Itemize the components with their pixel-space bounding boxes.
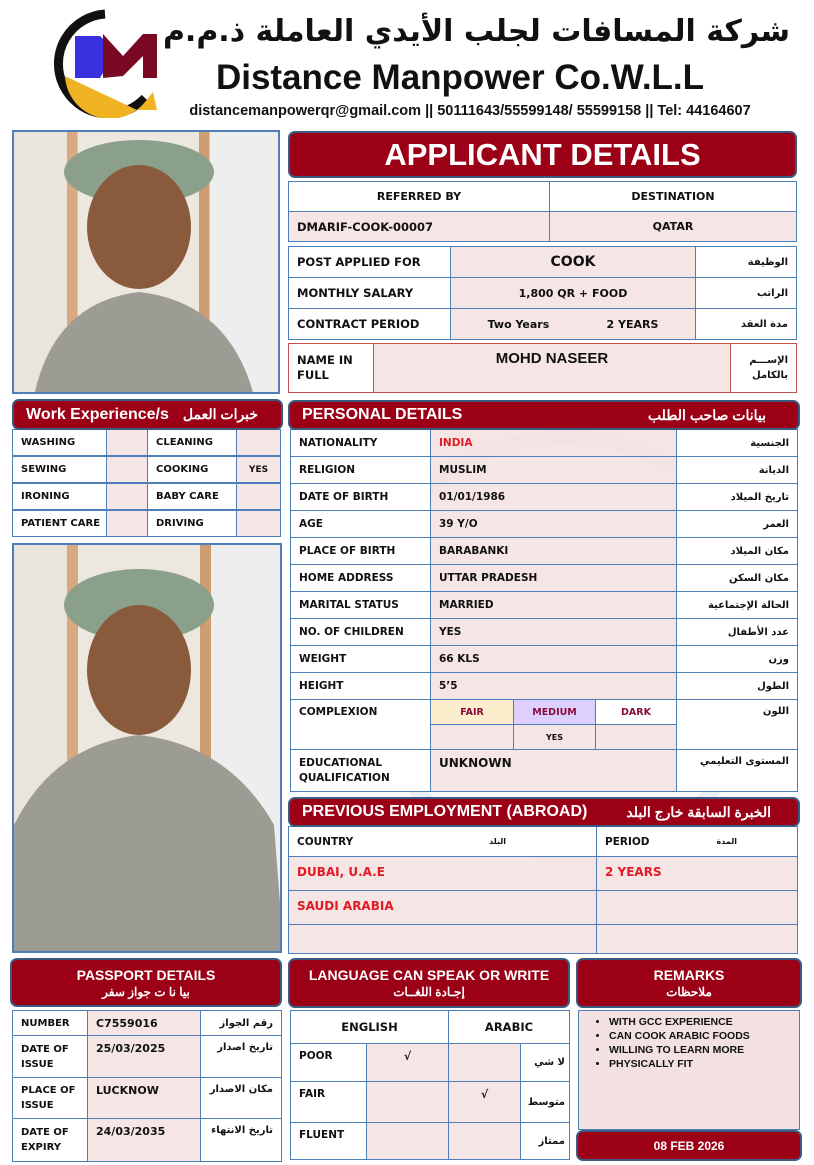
personal-row-value <box>430 456 677 484</box>
personal-row-label-text: NO. OF CHILDREN <box>299 626 404 638</box>
personal-row-label-text: WEIGHT <box>299 653 347 665</box>
personal-row-label-ar-text: الحالة الإجتماعية <box>707 599 789 611</box>
passport-row-label-ar-text: مكان الاصدار <box>209 1084 273 1095</box>
work-item-label-text: PATIENT CARE <box>21 518 101 529</box>
previous-employment-title-ar: الخبرة السابقة خارج البلد <box>626 803 771 820</box>
applicant-full-photo <box>12 543 282 953</box>
language-col-arabic-text: ARABIC <box>484 1020 534 1034</box>
country-label-text: COUNTRY <box>297 835 354 848</box>
language-col-arabic <box>448 1010 570 1044</box>
language-row-label-ar-text: ممتاز <box>538 1135 565 1147</box>
language-arabic-mark <box>448 1043 521 1082</box>
applicant-photo <box>12 130 280 394</box>
passport-row-label-ar <box>200 1077 282 1119</box>
personal-row-label <box>290 672 431 700</box>
language-english-mark-text: √ <box>403 1050 412 1063</box>
company-logo <box>45 6 163 118</box>
personal-details-header <box>288 400 800 430</box>
complexion-label-ar-text: اللون <box>762 706 789 717</box>
salary-label-ar-text: الراتب <box>756 287 788 299</box>
personal-row-label-ar <box>676 456 798 484</box>
remark-item: • CAN COOK ARABIC FOODS <box>609 1029 791 1043</box>
language-english-mark <box>366 1043 449 1082</box>
language-col-english <box>290 1010 449 1044</box>
complexion-option-text: FAIR <box>460 706 484 718</box>
personal-row-label-ar-text: الديانة <box>758 464 789 476</box>
personal-row-label-ar-text: مكان الميلاد <box>730 545 789 557</box>
referred-by-value-text: DMARIF-COOK-00007 <box>297 219 433 234</box>
personal-row-label <box>290 591 431 619</box>
work-item-value <box>236 483 281 510</box>
period-label-text: PERIOD <box>605 835 650 848</box>
applicant-details-title: APPLICANT DETAILS <box>384 136 701 172</box>
language-row-label-text: FLUENT <box>299 1129 345 1141</box>
passport-row-value <box>87 1077 201 1119</box>
work-item-label <box>147 429 237 456</box>
personal-row-label <box>290 537 431 565</box>
personal-row-value <box>430 672 677 700</box>
passport-row-label-ar-text: تاريخ الانتهاء <box>211 1125 273 1136</box>
passport-details-title-ar: بيا نا ت جواز سفر <box>102 984 190 999</box>
work-item-value <box>106 483 148 510</box>
work-item-label-text: DRIVING <box>156 518 204 529</box>
personal-row-label <box>290 645 431 673</box>
personal-row-value-text: 5’5 <box>439 680 458 692</box>
work-item-value <box>236 429 281 456</box>
language-row-label-ar-text: متوسط <box>527 1096 565 1108</box>
personal-row-value <box>430 645 677 673</box>
passport-row-value <box>87 1010 201 1036</box>
personal-row-value-text: BARABANKI <box>439 545 509 557</box>
post-label-ar <box>695 246 797 278</box>
passport-row-label-text: NUMBER <box>21 1017 70 1029</box>
passport-row-label-ar <box>200 1118 282 1162</box>
language-row-label-text: POOR <box>299 1050 333 1062</box>
language-arabic-mark-text: √ <box>480 1088 489 1101</box>
work-item-label <box>147 483 237 510</box>
personal-row-label-text: NATIONALITY <box>299 437 378 449</box>
previous-employment-header <box>288 797 800 827</box>
passport-row-value-text: 25/03/2025 <box>96 1042 166 1055</box>
destination-value-text: QATAR <box>652 220 694 233</box>
post-label-ar-text: الوظيفة <box>747 256 788 268</box>
language-header <box>288 958 570 1008</box>
contract-label <box>288 308 451 340</box>
personal-row-label-text: MARITAL STATUS <box>299 599 399 611</box>
previous-period-text: 2 YEARS <box>605 865 662 879</box>
language-arabic-mark <box>448 1081 521 1123</box>
contract-value <box>450 308 696 340</box>
language-col-english-text: ENGLISH <box>341 1020 398 1034</box>
education-label-text: EDUCATIONAL QUALIFICATION <box>299 756 390 784</box>
personal-row-label <box>290 429 431 457</box>
referred-by-label-text: REFERRED BY <box>376 190 462 203</box>
personal-row-label-ar <box>676 672 798 700</box>
personal-row-label-ar-text: تاريخ الميلاد <box>730 491 789 503</box>
work-item-label <box>12 456 107 483</box>
salary-label-text: MONTHLY SALARY <box>297 286 414 300</box>
personal-row-value <box>430 591 677 619</box>
complexion-mark <box>595 724 677 750</box>
country-label <box>288 826 597 857</box>
previous-country-text: SAUDI ARABIA <box>297 899 394 913</box>
personal-row-label <box>290 483 431 511</box>
complexion-option <box>595 699 677 725</box>
personal-row-label-text: HOME ADDRESS <box>299 572 394 584</box>
personal-row-label-text: PLACE OF BIRTH <box>299 545 396 557</box>
language-row-label-ar <box>520 1122 570 1160</box>
personal-row-label <box>290 618 431 646</box>
destination-label <box>549 181 797 212</box>
work-item-label <box>147 456 237 483</box>
work-item-label-text: COOKING <box>156 464 209 475</box>
language-arabic-mark <box>448 1122 521 1160</box>
company-contact: distancemanpowerqr@gmail.com || 50111643/55599148/ 55599158 || Tel: 44164607 <box>189 103 751 119</box>
personal-row-value-text: MARRIED <box>439 599 494 611</box>
work-item-value <box>236 510 281 537</box>
passport-row-value-text: 24/03/2035 <box>96 1125 166 1138</box>
contract-label-ar <box>695 308 797 340</box>
personal-row-value <box>430 618 677 646</box>
remarks-title-ar: ملاحظات <box>666 985 712 999</box>
education-label <box>290 749 431 792</box>
post-label-text: POST APPLIED FOR <box>297 255 421 269</box>
passport-row-label <box>12 1035 88 1078</box>
passport-row-label-ar-text: رقم الجواز <box>219 1017 273 1029</box>
previous-country <box>288 890 597 925</box>
previous-period <box>596 924 798 954</box>
previous-period <box>596 890 798 925</box>
personal-row-label-ar-text: عدد الأطفال <box>727 626 789 638</box>
destination-label-text: DESTINATION <box>631 190 715 203</box>
company-name-arabic: شركة المسافات لجلب الأيدي العاملة ذ.م.م <box>162 14 790 49</box>
language-english-mark <box>366 1081 449 1123</box>
remark-item: • PHYSICALLY FIT <box>609 1057 791 1071</box>
language-english-mark <box>366 1122 449 1160</box>
personal-row-label-ar <box>676 591 798 619</box>
complexion-mark <box>513 724 596 750</box>
applicant-details-header <box>288 131 797 178</box>
name-value <box>373 343 731 393</box>
post-value-text: COOK <box>550 254 596 270</box>
passport-row-value <box>87 1035 201 1078</box>
complexion-label-text: COMPLEXION <box>299 706 378 718</box>
salary-label <box>288 277 451 309</box>
salary-value-text: 1,800 QR + FOOD <box>518 286 628 300</box>
personal-row-value-text: 66 KLS <box>439 653 480 665</box>
name-label-ar-text: الإســـم بالكامل <box>749 355 788 381</box>
personal-row-value <box>430 483 677 511</box>
country-label-ar: البلد <box>489 837 506 846</box>
complexion-mark-text: YES <box>545 732 564 742</box>
passport-row-label-text: DATE OF EXPIRY <box>21 1127 69 1153</box>
education-value <box>430 749 677 792</box>
previous-employment-title: PREVIOUS EMPLOYMENT (ABROAD) <box>302 803 588 820</box>
personal-row-value-text: UTTAR PRADESH <box>439 572 538 584</box>
passport-row-label <box>12 1077 88 1119</box>
personal-row-label-ar-text: وزن <box>768 653 789 665</box>
contract-label-text: CONTRACT PERIOD <box>297 317 420 331</box>
contract-1-text: Two Years <box>487 317 550 331</box>
personal-row-value-text: MUSLIM <box>439 464 487 476</box>
complexion-label <box>290 699 431 750</box>
destination-value <box>549 211 797 242</box>
personal-row-value <box>430 564 677 592</box>
complexion-label-ar <box>676 699 798 750</box>
complexion-option-text: MEDIUM <box>532 706 577 718</box>
company-name-english: Distance Manpower Co.W.L.L <box>215 58 705 97</box>
language-title-ar: إجـادة اللغــات <box>393 985 465 999</box>
remarks-header <box>576 958 802 1008</box>
passport-row-label-ar <box>200 1035 282 1078</box>
work-experience-title-ar: خبرات العمل <box>182 406 259 422</box>
name-value-text: MOHD NASEER <box>495 350 609 367</box>
contract-label-ar-text: مدة العقد <box>740 318 788 330</box>
work-item-label-text: SEWING <box>21 464 67 475</box>
personal-row-label-ar <box>676 645 798 673</box>
remarks-title: REMARKS <box>653 967 725 983</box>
complexion-option-text: DARK <box>621 706 651 718</box>
previous-period <box>596 856 798 891</box>
personal-row-label-text: DATE OF BIRTH <box>299 491 389 503</box>
language-row-label <box>290 1122 367 1160</box>
remark-item: • WITH GCC EXPERIENCE <box>609 1015 791 1029</box>
referred-by-label <box>288 181 550 212</box>
personal-row-value <box>430 429 677 457</box>
personal-row-label-ar <box>676 537 798 565</box>
personal-row-label-ar-text: الطول <box>757 680 789 692</box>
language-row-label <box>290 1081 367 1123</box>
period-label-ar: المدة <box>716 837 737 846</box>
remarks-date <box>576 1130 802 1161</box>
personal-row-value-text: YES <box>439 626 462 638</box>
passport-row-label-ar <box>200 1010 282 1036</box>
personal-row-value-text: 01/01/1986 <box>439 491 506 503</box>
personal-row-label-ar-text: مكان السكن <box>729 572 789 584</box>
work-item-value-text: YES <box>248 464 269 475</box>
personal-row-label-ar-text: الجنسية <box>750 437 789 449</box>
passport-row-label <box>12 1010 88 1036</box>
work-item-label-text: BABY CARE <box>156 491 219 502</box>
passport-row-label-text: DATE OF ISSUE <box>21 1043 69 1070</box>
remarks-box <box>578 1010 800 1130</box>
personal-row-value-text: INDIA <box>439 437 473 449</box>
work-item-value <box>106 456 148 483</box>
personal-row-label-text: AGE <box>299 518 323 530</box>
personal-details-title: PERSONAL DETAILS <box>302 406 463 423</box>
period-label <box>596 826 798 857</box>
referred-by-value <box>288 211 550 242</box>
work-item-label <box>147 510 237 537</box>
remarks-date-text: 08 FEB 2026 <box>653 1138 725 1153</box>
personal-details-title-ar: بيانات صاحب الطلب <box>647 406 766 423</box>
personal-row-label <box>290 456 431 484</box>
personal-row-label-ar-text: العمر <box>763 518 789 530</box>
passport-details-title: PASSPORT DETAILS <box>76 966 216 983</box>
work-item-label-text: CLEANING <box>156 437 213 448</box>
remark-item: • WILLING TO LEARN MORE <box>609 1043 791 1057</box>
work-experience-title: Work Experience/s <box>26 405 169 423</box>
name-label <box>288 343 374 393</box>
language-title: LANGUAGE CAN SPEAK OR WRITE <box>308 967 550 983</box>
work-item-label-text: WASHING <box>21 437 76 448</box>
personal-row-label-ar <box>676 510 798 538</box>
passport-row-label-ar-text: تاريخ اصدار <box>217 1042 273 1053</box>
personal-row-label-ar <box>676 429 798 457</box>
post-value <box>450 246 696 278</box>
passport-row-label <box>12 1118 88 1162</box>
personal-row-label-ar <box>676 564 798 592</box>
language-row-label-text: FAIR <box>299 1088 326 1100</box>
passport-row-value <box>87 1118 201 1162</box>
salary-label-ar <box>695 277 797 309</box>
education-value-text: UNKNOWN <box>439 756 512 770</box>
language-row-label <box>290 1043 367 1082</box>
work-item-label <box>12 483 107 510</box>
work-item-label <box>12 510 107 537</box>
complexion-option <box>513 699 596 725</box>
passport-details-header <box>10 958 282 1007</box>
education-label-ar <box>676 749 798 792</box>
post-label <box>288 246 451 278</box>
previous-country-text: DUBAI, U.A.E <box>297 865 385 879</box>
work-item-label-text: IRONING <box>21 491 70 502</box>
language-row-label-ar <box>520 1081 570 1123</box>
work-item-value <box>106 510 148 537</box>
previous-country <box>288 924 597 954</box>
contract-2-text: 2 YEARS <box>606 317 659 331</box>
work-item-value <box>236 456 281 483</box>
personal-row-value <box>430 510 677 538</box>
language-row-label-ar <box>520 1043 570 1082</box>
complexion-mark <box>430 724 514 750</box>
previous-country <box>288 856 597 891</box>
personal-row-label-text: RELIGION <box>299 464 356 476</box>
passport-row-value-text: LUCKNOW <box>96 1084 159 1097</box>
complexion-option <box>430 699 514 725</box>
personal-row-value-text: 39 Y/O <box>439 518 478 530</box>
personal-row-label <box>290 564 431 592</box>
work-experience-header <box>12 399 283 430</box>
passport-row-label-text: PLACE OF ISSUE <box>21 1085 76 1111</box>
passport-row-value-text: C7559016 <box>96 1016 158 1030</box>
name-label-text: NAME IN FULL <box>297 353 353 382</box>
personal-row-value <box>430 537 677 565</box>
language-row-label-ar-text: لا شي <box>534 1057 565 1068</box>
personal-row-label-ar <box>676 483 798 511</box>
personal-row-label <box>290 510 431 538</box>
work-item-label <box>12 429 107 456</box>
salary-value <box>450 277 696 309</box>
education-label-ar-text: المستوى التعليمي <box>700 756 789 767</box>
personal-row-label-text: HEIGHT <box>299 680 344 692</box>
work-item-value <box>106 429 148 456</box>
name-label-ar <box>730 343 797 393</box>
personal-row-label-ar <box>676 618 798 646</box>
